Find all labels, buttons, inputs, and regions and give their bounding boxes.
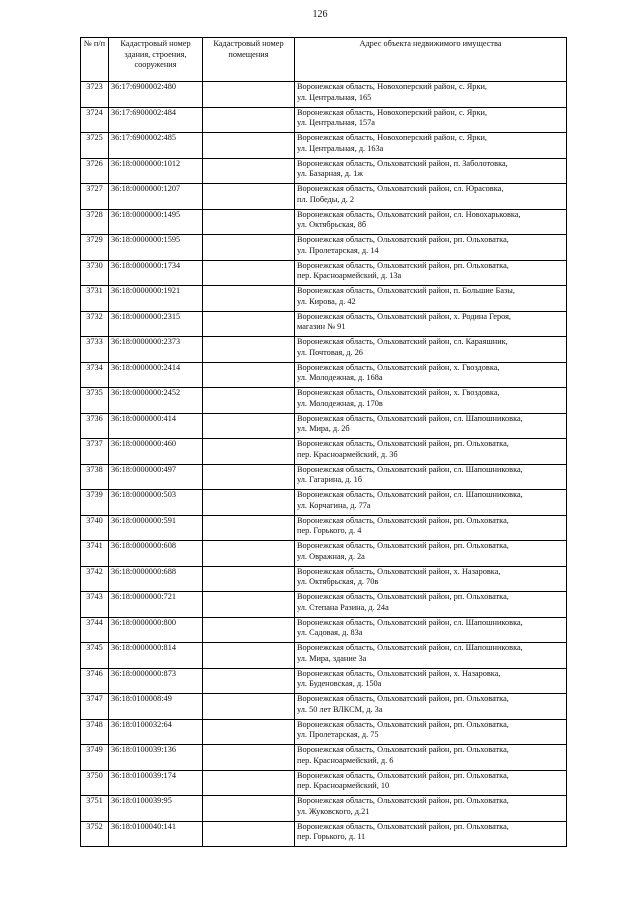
room-cadastral-number (203, 770, 295, 796)
property-address (295, 464, 567, 490)
room-cadastral-number (203, 515, 295, 541)
cadastral-number: 36:18:0000000:873 (109, 668, 203, 694)
address-line: Воронежская область, Ольховатский район, сл. Шапошниковка, (297, 490, 523, 499)
row-number: 3729 (81, 235, 109, 261)
cadastral-number: 36:18:0000000:591 (109, 515, 203, 541)
cadastral-number: 36:18:0000000:814 (109, 643, 203, 669)
table-row (81, 133, 567, 159)
property-address (295, 617, 567, 643)
address-line: ул. Октябрьская, д. 70в (297, 577, 379, 587)
address-line: ул. Степана Разина, д. 24а (297, 602, 389, 612)
property-address (295, 337, 567, 363)
table-row (81, 158, 567, 184)
address-line: ул. Октябрьская, 8б (297, 220, 367, 230)
address-line: ул. Овражная, д. 2а (297, 551, 365, 561)
row-number: 3723 (81, 82, 109, 108)
address-line: ул. Мира, здание 3а (297, 653, 367, 663)
address-line: Воронежская область, Ольховатский район, рп. Ольховатка, (297, 235, 509, 244)
room-cadastral-number (203, 796, 295, 822)
address-line: ул. 50 лет ВЛКСМ, д. 3а (297, 704, 383, 714)
room-cadastral-number (203, 184, 295, 210)
property-address (295, 388, 567, 414)
table-row (81, 592, 567, 618)
address-line: пер. Красноармейский, 10 (297, 781, 390, 791)
table-row (81, 566, 567, 592)
address-line: Воронежская область, Ольховатский район, сл. Шапошниковка, (297, 617, 523, 627)
room-cadastral-number (203, 592, 295, 618)
address-line: Воронежская область, Ольховатский район, х. Родина Героя, (297, 311, 511, 321)
property-address (295, 821, 567, 847)
address-line: Воронежская область, Ольховатский район, рп. Ольховатка, (297, 821, 509, 831)
address-line: ул. Садовая, д. 83а (297, 628, 363, 638)
property-address (295, 490, 567, 516)
property-address (295, 158, 567, 184)
room-cadastral-number (203, 235, 295, 261)
page-number: 126 (312, 9, 328, 20)
cadastral-number: 36:18:0000000:2315 (109, 311, 203, 337)
row-number: 3724 (81, 107, 109, 133)
address-line: Воронежская область, Новохоперский район, с. Ярки, (297, 107, 488, 117)
address-line: Воронежская область, Ольховатский район, рп. Ольховатка, (297, 592, 509, 601)
room-cadastral-number (203, 337, 295, 363)
room-cadastral-number (203, 107, 295, 133)
address-line: ул. Гагарина, д. 1б (297, 475, 363, 485)
cadastral-number: 36:18:0000000:414 (109, 413, 203, 439)
cadastral-number: 36:18:0000000:1734 (109, 260, 203, 286)
property-address (295, 515, 567, 541)
address-line: ул. Центральная, 157а (297, 118, 375, 128)
row-number: 3725 (81, 133, 109, 159)
row-number: 3739 (81, 490, 109, 516)
room-cadastral-number (203, 668, 295, 694)
address-line: пер. Красноармейский, д. 3б (297, 449, 398, 459)
table-row (81, 719, 567, 745)
property-address (295, 745, 567, 771)
table-row (81, 439, 567, 465)
row-number: 3747 (81, 694, 109, 720)
address-line: Воронежская область, Ольховатский район, х. Гвоздовка, (297, 362, 500, 372)
address-line: Воронежская область, Ольховатский район, х. Назаровка, (297, 668, 501, 678)
room-cadastral-number (203, 643, 295, 669)
address-line: Воронежская область, Ольховатский район, рп. Ольховатка, (297, 745, 509, 754)
address-line: ул. Корчагина, д. 77а (297, 500, 371, 510)
address-line: пл. Победы, д. 2 (297, 194, 355, 204)
address-line: ул. Центральная, д. 163а (297, 143, 384, 153)
room-cadastral-number (203, 464, 295, 490)
address-line: Воронежская область, Новохоперский район, с. Ярки, (297, 82, 488, 91)
header-number: № п/п (81, 38, 109, 82)
cadastral-number: 36:18:0000000:460 (109, 439, 203, 465)
table-row (81, 209, 567, 235)
address-line: Воронежская область, Ольховатский район, рп. Ольховатка, (297, 694, 509, 703)
property-address (295, 668, 567, 694)
address-line: ул. Пролетарская, д. 75 (297, 730, 379, 740)
property-address (295, 566, 567, 592)
table-row (81, 362, 567, 388)
address-line: пер. Горького, д. 4 (297, 526, 362, 536)
table-row (81, 413, 567, 439)
address-line: Воронежская область, Ольховатский район, сл. Новохарьковка, (297, 209, 521, 219)
address-line: ул. Буденовская, д. 150а (297, 679, 382, 689)
row-number: 3748 (81, 719, 109, 745)
address-line: Воронежская область, Ольховатский район, рп. Ольховатка, (297, 260, 509, 270)
property-address (295, 413, 567, 439)
table-row (81, 617, 567, 643)
property-address (295, 286, 567, 312)
table-row (81, 286, 567, 312)
address-line: Воронежская область, Новохоперский район, с. Ярки, (297, 133, 488, 142)
address-line: ул. Пролетарская, д. 14 (297, 245, 379, 255)
property-address (295, 209, 567, 235)
property-address (295, 796, 567, 822)
cadastral-number: 36:18:0000000:2373 (109, 337, 203, 363)
row-number: 3726 (81, 158, 109, 184)
address-line: магазин № 91 (297, 322, 346, 332)
property-address (295, 592, 567, 618)
address-line: ул. Базарная, д. 1ж (297, 169, 363, 179)
property-address (295, 133, 567, 159)
property-address (295, 311, 567, 337)
property-address (295, 719, 567, 745)
room-cadastral-number (203, 286, 295, 312)
header-address: Адрес объекта недвижимого имущества (295, 38, 567, 82)
cadastral-number: 36:18:0000000:1207 (109, 184, 203, 210)
room-cadastral-number (203, 490, 295, 516)
cadastral-number: 36:18:0000000:1921 (109, 286, 203, 312)
header-cadastral-building: Кадастровый номер здания, строения, сооружения (109, 38, 203, 82)
room-cadastral-number (203, 719, 295, 745)
address-line: ул. Мира, д. 2б (297, 424, 350, 434)
room-cadastral-number (203, 617, 295, 643)
table-row (81, 745, 567, 771)
property-address (295, 541, 567, 567)
header-cadastral-room: Кадастровый номер помещения (203, 38, 295, 82)
cadastral-number: 36:18:0000000:608 (109, 541, 203, 567)
room-cadastral-number (203, 694, 295, 720)
table-row (81, 107, 567, 133)
address-line: ул. Молодежная, д. 170в (297, 398, 383, 408)
table-row (81, 260, 567, 286)
table-row (81, 464, 567, 490)
table-row (81, 796, 567, 822)
row-number: 3752 (81, 821, 109, 847)
property-address (295, 362, 567, 388)
row-number: 3746 (81, 668, 109, 694)
row-number: 3731 (81, 286, 109, 312)
room-cadastral-number (203, 388, 295, 414)
row-number: 3743 (81, 592, 109, 618)
row-number: 3730 (81, 260, 109, 286)
address-line: Воронежская область, Ольховатский район, рп. Ольховатка, (297, 515, 509, 525)
property-address (295, 770, 567, 796)
address-line: Воронежская область, Ольховатский район, п. Заболотовка, (297, 158, 508, 168)
room-cadastral-number (203, 209, 295, 235)
table-row (81, 388, 567, 414)
row-number: 3742 (81, 566, 109, 592)
room-cadastral-number (203, 439, 295, 465)
cadastral-number: 36:18:0000000:497 (109, 464, 203, 490)
cadastral-number: 36:17:6900002:480 (109, 82, 203, 108)
address-line: Воронежская область, Ольховатский район, сл. Караяшник, (297, 337, 508, 346)
row-number: 3735 (81, 388, 109, 414)
property-address (295, 184, 567, 210)
table-row (81, 337, 567, 363)
property-address (295, 107, 567, 133)
room-cadastral-number (203, 158, 295, 184)
room-cadastral-number (203, 82, 295, 108)
row-number: 3738 (81, 464, 109, 490)
property-registry-table (80, 37, 567, 847)
property-address (295, 694, 567, 720)
room-cadastral-number (203, 541, 295, 567)
property-address (295, 82, 567, 108)
row-number: 3749 (81, 745, 109, 771)
cadastral-number: 36:18:0000000:800 (109, 617, 203, 643)
table-row (81, 515, 567, 541)
row-number: 3751 (81, 796, 109, 822)
room-cadastral-number (203, 311, 295, 337)
table-row (81, 184, 567, 210)
property-address (295, 643, 567, 669)
table-row (81, 770, 567, 796)
room-cadastral-number (203, 745, 295, 771)
address-line: ул. Молодежная, д. 168а (297, 373, 383, 383)
address-line: Воронежская область, Ольховатский район, сл. Юрасовка, (297, 184, 504, 193)
address-line: Воронежская область, Ольховатский район, рп. Ольховатка, (297, 439, 509, 448)
cadastral-number: 36:18:0000000:721 (109, 592, 203, 618)
row-number: 3745 (81, 643, 109, 669)
row-number: 3736 (81, 413, 109, 439)
row-number: 3741 (81, 541, 109, 567)
cadastral-number: 36:18:0100008:49 (109, 694, 203, 720)
property-address (295, 260, 567, 286)
table-row (81, 541, 567, 567)
cadastral-number: 36:18:0000000:1012 (109, 158, 203, 184)
table-row (81, 235, 567, 261)
address-line: пер. Красноармейский, д. 6 (297, 755, 394, 765)
address-line: ул. Жуковского, д.21 (297, 806, 370, 816)
table-body (81, 82, 567, 847)
row-number: 3744 (81, 617, 109, 643)
cadastral-number: 36:18:0100040:141 (109, 821, 203, 847)
room-cadastral-number (203, 566, 295, 592)
address-line: Воронежская область, Ольховатский район, сл. Шапошниковка, (297, 413, 523, 423)
cadastral-number: 36:18:0000000:2452 (109, 388, 203, 414)
cadastral-number: 36:18:0100039:174 (109, 770, 203, 796)
table-row (81, 82, 567, 108)
row-number: 3732 (81, 311, 109, 337)
row-number: 3727 (81, 184, 109, 210)
address-line: Воронежская область, Ольховатский район, рп. Ольховатка, (297, 796, 509, 805)
row-number: 3728 (81, 209, 109, 235)
table-row (81, 668, 567, 694)
cadastral-number: 36:18:0000000:1595 (109, 235, 203, 261)
address-line: Воронежская область, Ольховатский район, х. Назаровка, (297, 566, 501, 576)
room-cadastral-number (203, 133, 295, 159)
property-address (295, 439, 567, 465)
address-line: пер. Горького, д. 11 (297, 832, 366, 842)
address-line: Воронежская область, Ольховатский район, рп. Ольховатка, (297, 770, 509, 780)
address-line: Воронежская область, Ольховатский район, рп. Ольховатка, (297, 719, 509, 729)
address-line: ул. Центральная, 165 (297, 92, 372, 102)
room-cadastral-number (203, 821, 295, 847)
row-number: 3734 (81, 362, 109, 388)
room-cadastral-number (203, 260, 295, 286)
cadastral-number: 36:18:0000000:1495 (109, 209, 203, 235)
address-line: ул. Почтовая, д. 26 (297, 347, 363, 357)
table-row (81, 311, 567, 337)
row-number: 3750 (81, 770, 109, 796)
property-address (295, 235, 567, 261)
room-cadastral-number (203, 413, 295, 439)
room-cadastral-number (203, 362, 295, 388)
cadastral-number: 36:18:0000000:688 (109, 566, 203, 592)
cadastral-number: 36:17:6900002:485 (109, 133, 203, 159)
cadastral-number: 36:18:0000000:2414 (109, 362, 203, 388)
table-header-row (81, 38, 567, 82)
row-number: 3737 (81, 439, 109, 465)
address-line: Воронежская область, Ольховатский район, х. Гвоздовка, (297, 388, 500, 397)
cadastral-number: 36:18:0100032:64 (109, 719, 203, 745)
table-row (81, 821, 567, 847)
cadastral-number: 36:18:0100039:95 (109, 796, 203, 822)
address-line: Воронежская область, Ольховатский район, рп. Ольховатка, (297, 541, 509, 550)
address-line: Воронежская область, Ольховатский район, сл. Шапошниковка, (297, 643, 523, 652)
cadastral-number: 36:18:0000000:503 (109, 490, 203, 516)
cadastral-number: 36:18:0100039:136 (109, 745, 203, 771)
address-line: Воронежская область, Ольховатский район, п. Большие Базы, (297, 286, 515, 295)
address-line: пер. Красноармейский, д. 13а (297, 271, 402, 281)
address-line: Воронежская область, Ольховатский район, сл. Шапошниковка, (297, 464, 523, 474)
row-number: 3740 (81, 515, 109, 541)
cadastral-number: 36:17:6900002:484 (109, 107, 203, 133)
table-row (81, 694, 567, 720)
row-number: 3733 (81, 337, 109, 363)
table-row (81, 643, 567, 669)
table-row (81, 490, 567, 516)
address-line: ул. Кирова, д. 42 (297, 296, 356, 306)
